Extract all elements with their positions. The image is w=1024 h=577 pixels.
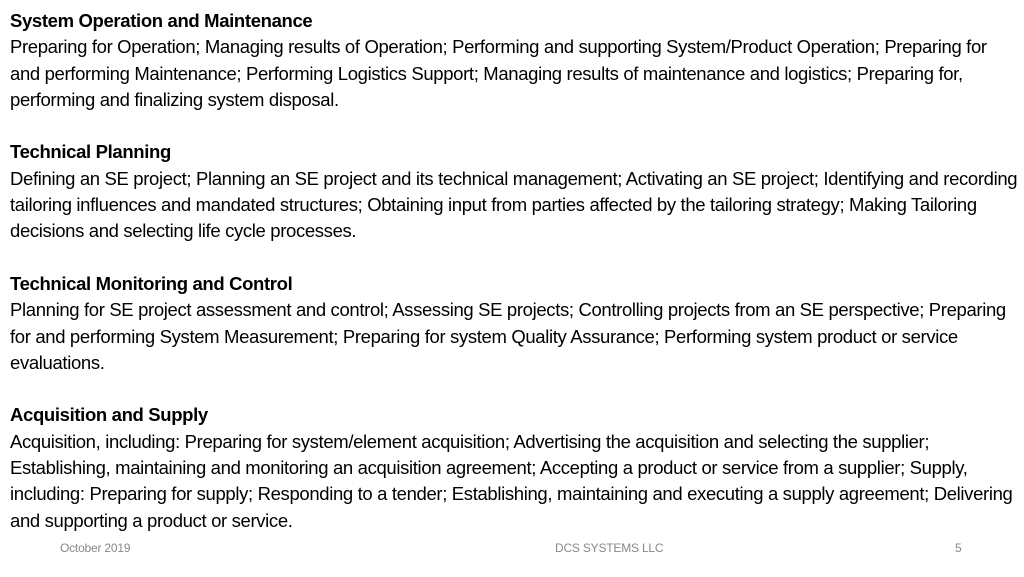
section-text: Planning for SE project assessment and control; Assessing SE projects; Controlling projects from an SE perspective; Preparing for and performing System Measurement; Preparing for system Quality Assurance; Performing system product or service evaluations. [10, 299, 1006, 373]
slide-content [10, 8, 1018, 534]
section-technical-planning [10, 139, 1018, 244]
page-number: 5 [955, 541, 962, 555]
section-acquisition-supply [10, 402, 1018, 533]
section-system-operation-maintenance [10, 8, 1018, 113]
footer-company: DCS SYSTEMS LLC [555, 541, 664, 555]
section-title: Acquisition and Supply [10, 404, 208, 426]
section-text: Acquisition, including: Preparing for system/element acquisition; Advertising the acquisition and selecting the supplier; Establishing, maintaining and monitoring an acquisition agreement; Accepting a product or service from a supplier; Supply, including: Preparing for supply; Responding to a tender; Establishing, maintaining and executing a supply agreement; Delivering and supporting a product or service. [10, 430, 1013, 531]
section-title: System Operation and Maintenance [10, 10, 313, 31]
footer-date: October 2019 [60, 541, 131, 555]
section-technical-monitoring-control [10, 271, 1018, 376]
section-text: Defining an SE project; Planning an SE project and its technical management; Activating an SE project; Identifying and recording tailoring influences and mandated structures; Obtaining input from parties affected by the tailoring strategy; Making Tailoring decisions and selecting life cycle processes. [10, 167, 1018, 242]
section-title: Technical Monitoring and Control [10, 272, 293, 294]
section-title: Technical Planning [10, 141, 171, 163]
section-text: Preparing for Operation; Managing results of Operation; Performing and supporting System/Product Operation; Preparing for and performing Maintenance; Performing Logistics Support; Managing results of maintenance and logistics; Preparing for, performing and finalizing system disposal. [10, 36, 987, 110]
